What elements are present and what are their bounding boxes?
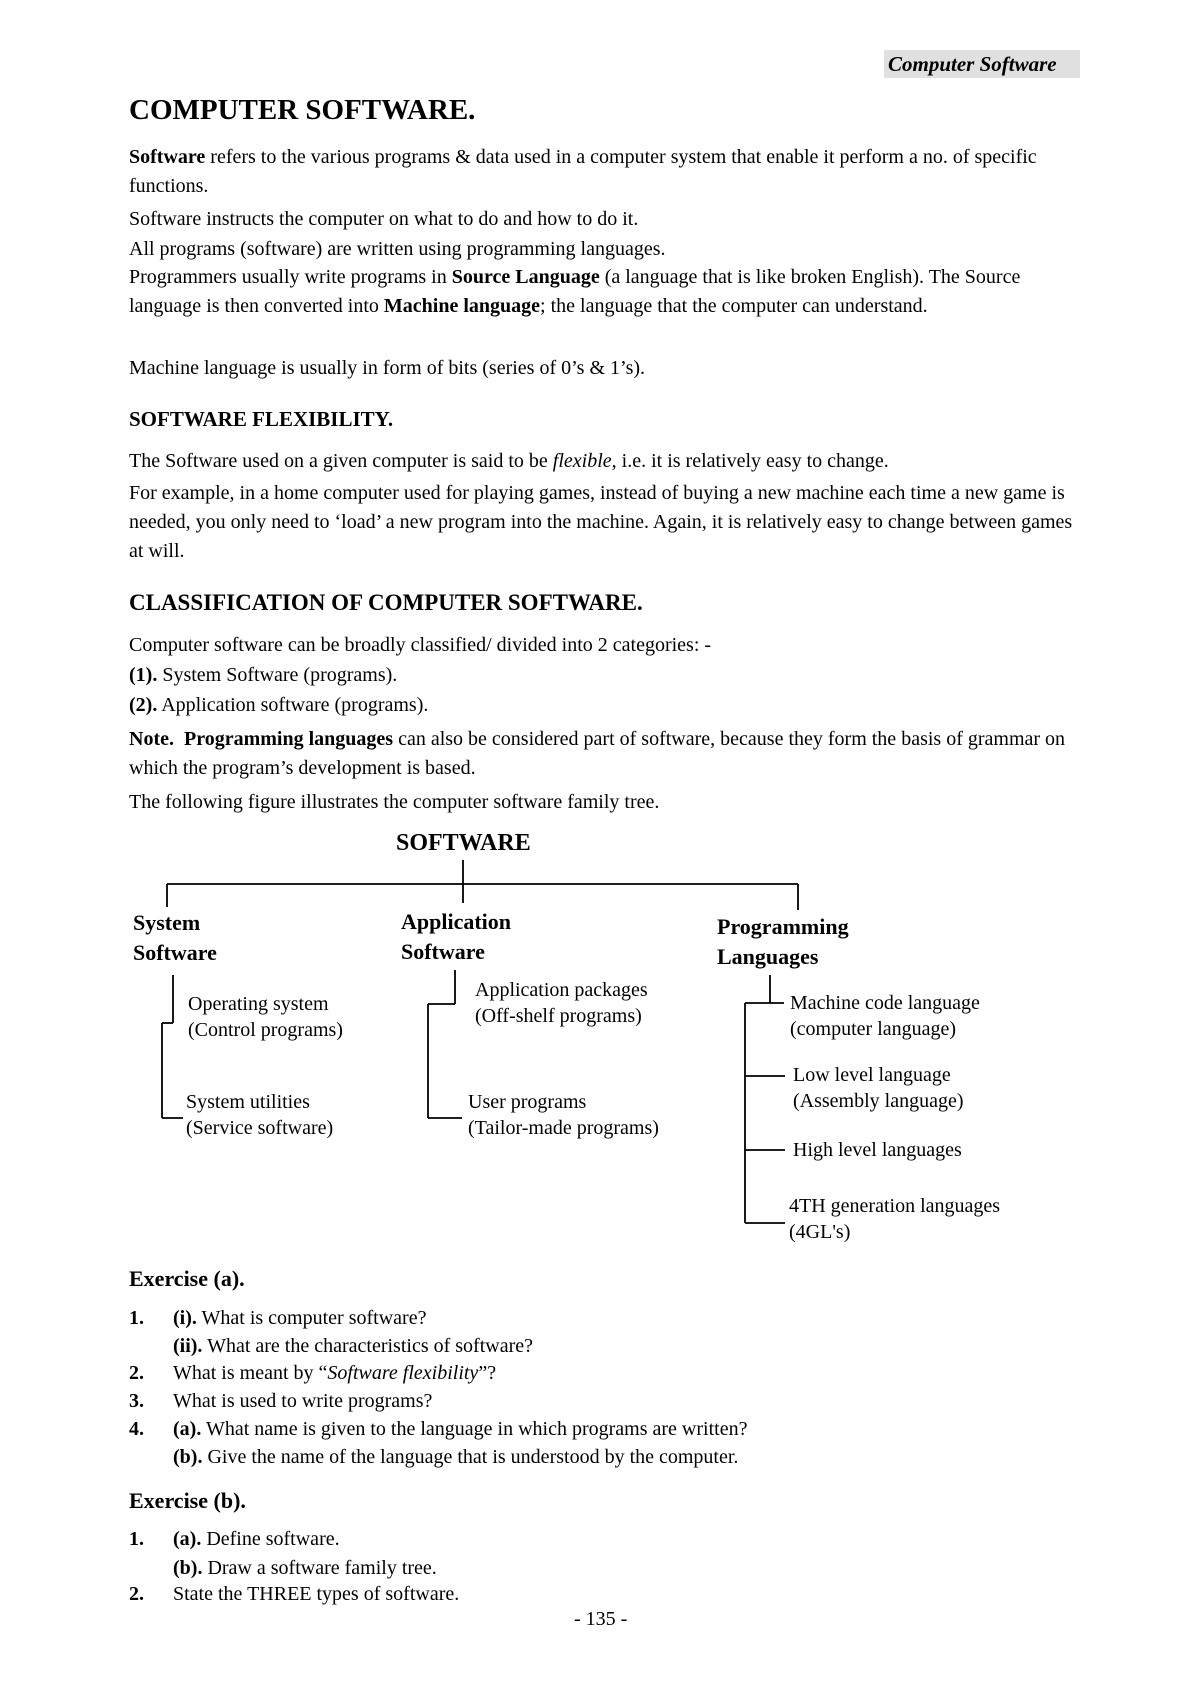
exercise-a-q4-a: (a). What name is given to the language in which programs are written? [173,1418,748,1440]
exercise-a-heading: Exercise (a). [129,1266,245,1291]
note-label: Note. [129,728,174,750]
exercise-b-q1-b: (b). Draw a software family tree. [173,1557,437,1579]
programming-languages-term: Programming languages [183,728,394,750]
software-term: Software [129,146,206,168]
exercise-a-q2-number: 2. [129,1362,144,1384]
exercise-a-q1-number: 1. [129,1307,144,1329]
exercise-a-q1-ii: (ii). What are the characteristics of software? [173,1335,534,1357]
flexibility-paragraph-2: For example, in a home computer used for playing games, instead of buying a new machine each time a new game is needed, you only need to ‘load’ a new program into the machine. Again, it is relatively easy to change between games at will. [129,482,1073,562]
tree-leaf-application-packages: Application packages (Off-shelf programs) [475,979,648,1027]
classification-intro: Computer software can be broadly classified/ divided into 2 categories: - [129,634,712,656]
tree-node-application-software: Application Software [401,909,512,964]
classification-item-1: (1). System Software (programs). [129,664,398,686]
exercise-b-q1-number: 1. [129,1528,144,1550]
exercise-b-q2-number: 2. [129,1583,144,1605]
exercise-b-q2: State the THREE types of software. [173,1583,460,1605]
intro-paragraph-2: Software instructs the computer on what to do and how to do it. [129,208,639,230]
exercise-a-q3: What is used to write programs? [173,1390,433,1412]
tree-leaf-low-level: Low level language (Assembly language) [793,1064,964,1112]
exercise-a-q4-b: (b). Give the name of the language that is understood by the computer. [173,1446,739,1468]
tree-leaf-operating-system: Operating system (Control programs) [188,993,343,1041]
exercise-a-q2: What is meant by “Software flexibility”? [173,1362,497,1384]
tree-leaf-user-programs: User programs (Tailor-made programs) [468,1091,659,1139]
machine-language-term: Machine language [383,295,541,317]
tree-leaf-system-utilities: System utilities (Service software) [186,1091,334,1139]
classification-heading: CLASSIFICATION OF COMPUTER SOFTWARE. [129,590,643,615]
figure-intro: The following figure illustrates the computer software family tree. [129,791,660,813]
exercise-a-q1-i: (i). What is computer software? [173,1307,427,1329]
page-title: COMPUTER SOFTWARE. [129,94,476,126]
tree-leaf-high-level: High level languages [793,1139,962,1161]
intro-paragraph-4: Programmers usually write programs in Source Language (a language that is like broken English). The Source language is then converted into Machine language; the language that the computer can understand. [129,266,1021,317]
classification-item-2: (2). Application software (programs). [129,694,429,716]
exercise-b-q1-a: (a). Define software. [173,1528,340,1550]
tree-leaf-4gl: 4TH generation languages (4GL's) [789,1195,1001,1243]
flexibility-paragraph-1: The Software used on a given computer is said to be flexible, i.e. it is relatively easy to change. [129,450,889,472]
source-language-term: Source Language [451,266,600,288]
exercise-b-heading: Exercise (b). [129,1488,246,1513]
running-header: Computer Software [888,52,1057,76]
page-number: - 135 - [574,1608,628,1630]
tree-root: SOFTWARE [396,830,531,856]
exercise-a-q4-number: 4. [129,1418,144,1440]
intro-paragraph-5: Machine language is usually in form of bits (series of 0’s & 1’s). [129,357,646,379]
tree-node-programming-languages: Programming Languages [717,914,849,969]
flexibility-heading: SOFTWARE FLEXIBILITY. [129,407,394,431]
tree-node-system-software: System Software [133,910,217,965]
tree-leaf-machine-code: Machine code language (computer language) [790,992,980,1040]
exercise-a-q3-number: 3. [129,1390,144,1412]
intro-paragraph-3: All programs (software) are written using programming languages. [129,238,666,260]
flexible-term: flexible [552,450,612,472]
classification-note: Note. Programming languages can also be considered part of software, because they form the basis of grammar on which the program’s development is based. [129,728,1066,779]
intro-paragraph-1: Software refers to the various programs & data used in a computer system that enable it perform a no. of specific functions. [129,146,1037,197]
